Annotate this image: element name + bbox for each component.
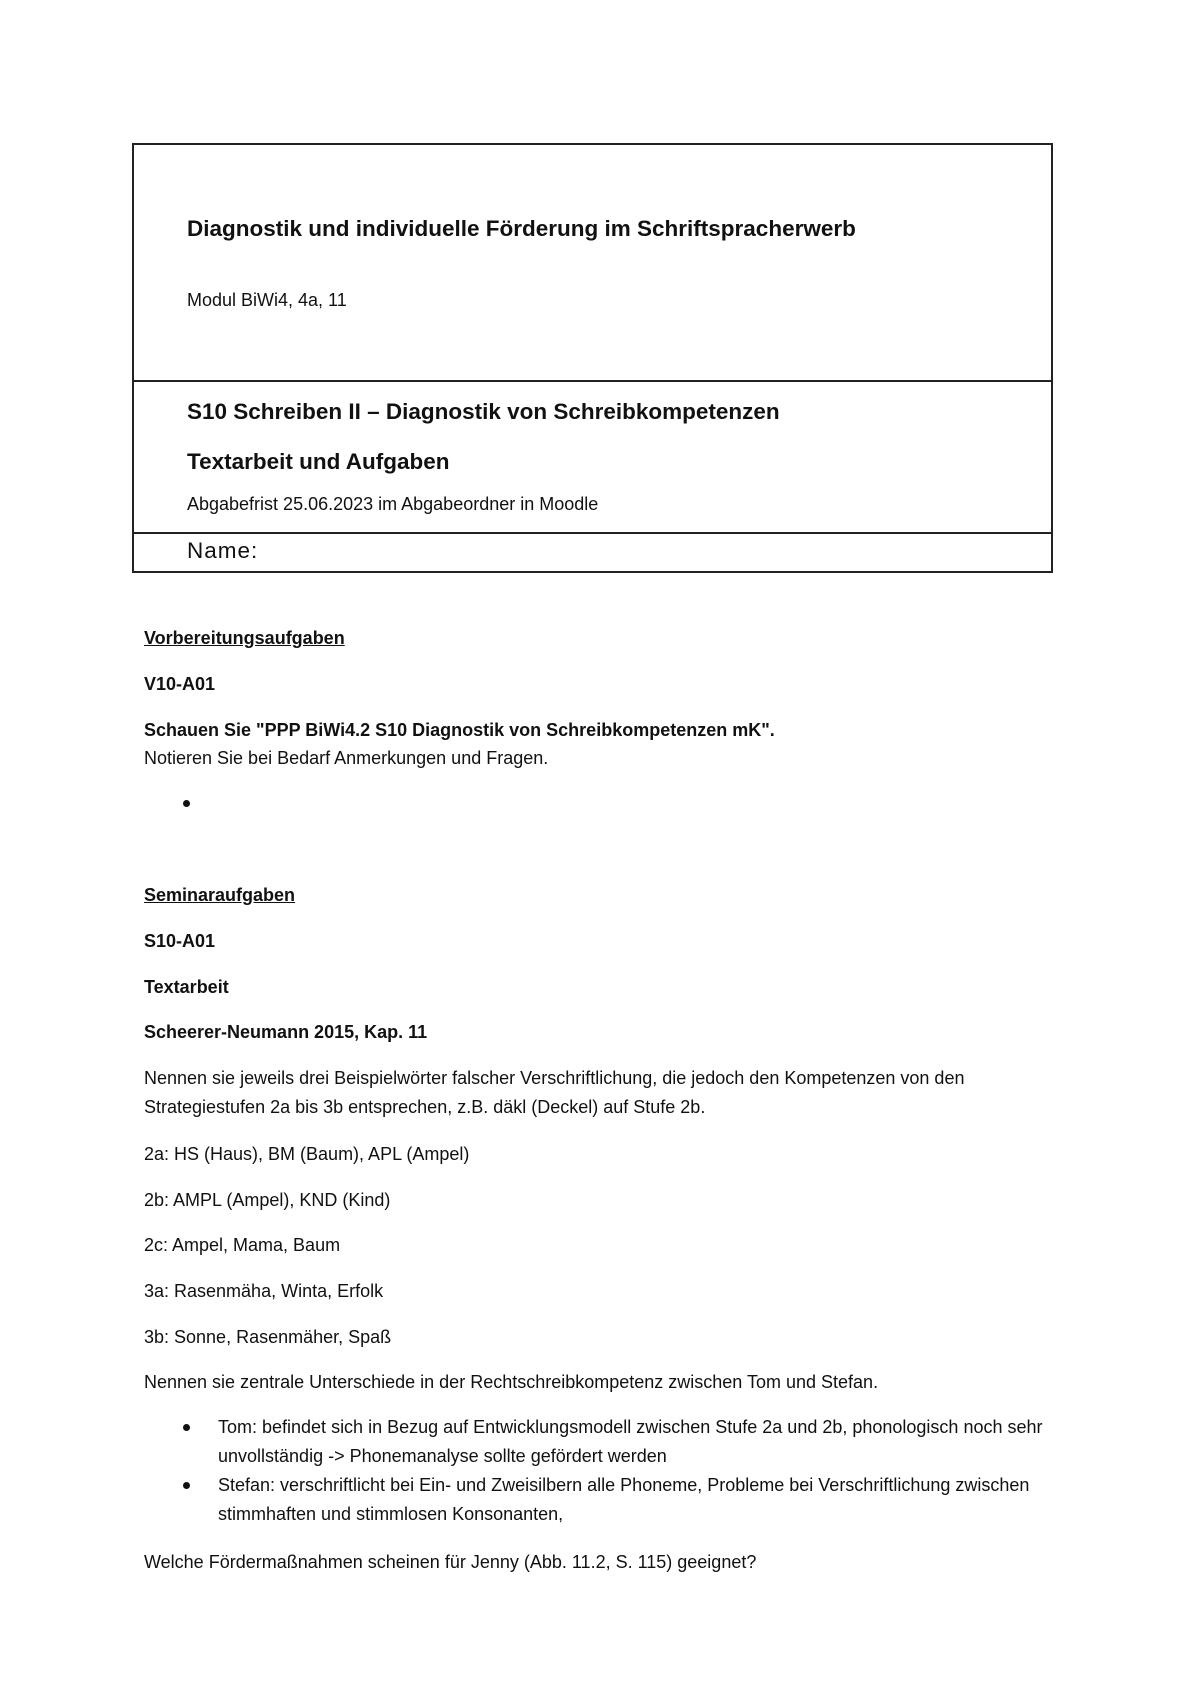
- name-section: [134, 532, 1051, 573]
- seminar-source: Scheerer-Neumann 2015, Kap. 11: [144, 1022, 428, 1042]
- question-example-words: Nennen sie jeweils drei Beispielwörter falscher Verschriftlichung, die jedoch den Kompetenzen von den Strategiestufen 2a bis 3b entsprechen, z.B. däkl (Deckel) auf Stufe 2b.: [144, 1068, 965, 1117]
- session-section: [134, 380, 1051, 534]
- bullet-stefan-text: Stefan: verschriftlicht bei Ein- und Zweisilbern alle Phoneme, Probleme bei Verschriftlichung zwischen stimmhaften und stimmlosen Konsonanten,: [218, 1475, 1030, 1524]
- preparation-heading: Vorbereitungsaufgaben: [144, 628, 345, 648]
- answer-stage-3a: 3a: Rasenmäha, Winta, Erfolk: [144, 1281, 384, 1301]
- preparation-instruction: Notieren Sie bei Bedarf Anmerkungen und Fragen.: [144, 748, 549, 768]
- seminar-heading: Seminaraufgaben: [144, 885, 296, 905]
- empty-bullet: [183, 800, 190, 807]
- session-title: S10 Schreiben II – Diagnostik von Schreibkompetenzen: [187, 399, 780, 424]
- header-box: [132, 143, 1053, 573]
- question-differences: Nennen sie zentrale Unterschiede in der Rechtschreibkompetenz zwischen Tom und Stefan.: [144, 1372, 879, 1392]
- session-subtitle: Textarbeit und Aufgaben: [187, 449, 450, 474]
- bullet-tom-text: Tom: befindet sich in Bezug auf Entwicklungsmodell zwischen Stufe 2a und 2b, phonologisch noch sehr unvollständig -> Phonemanalyse sollte gefördert werden: [218, 1417, 1043, 1466]
- answer-stage-2a: 2a: HS (Haus), BM (Baum), APL (Ampel): [144, 1144, 470, 1164]
- name-label: Name:: [187, 538, 259, 563]
- answer-stage-3b: 3b: Sonne, Rasenmäher, Spaß: [144, 1327, 392, 1347]
- course-title: Diagnostik und individuelle Förderung im Schriftspracherwerb: [187, 216, 856, 241]
- bullet-tom: [183, 1424, 190, 1431]
- answer-stage-2c: 2c: Ampel, Mama, Baum: [144, 1235, 341, 1255]
- deadline: Abgabefrist 25.06.2023 im Abgabeordner in Moodle: [187, 494, 599, 514]
- seminar-task-type: Textarbeit: [144, 977, 229, 997]
- course-section: [134, 145, 1051, 382]
- module-line: Modul BiWi4, 4a, 11: [187, 290, 347, 310]
- question-support-measures: Welche Fördermaßnahmen scheinen für Jenny (Abb. 11.2, S. 115) geeignet?: [144, 1552, 757, 1572]
- preparation-instruction-bold: Schauen Sie "PPP BiWi4.2 S10 Diagnostik von Schreibkompetenzen mK".: [144, 720, 775, 740]
- bullet-stefan: [183, 1482, 190, 1489]
- preparation-task-id: V10-A01: [144, 674, 216, 694]
- seminar-task-id: S10-A01: [144, 931, 216, 951]
- answer-stage-2b: 2b: AMPL (Ampel), KND (Kind): [144, 1190, 391, 1210]
